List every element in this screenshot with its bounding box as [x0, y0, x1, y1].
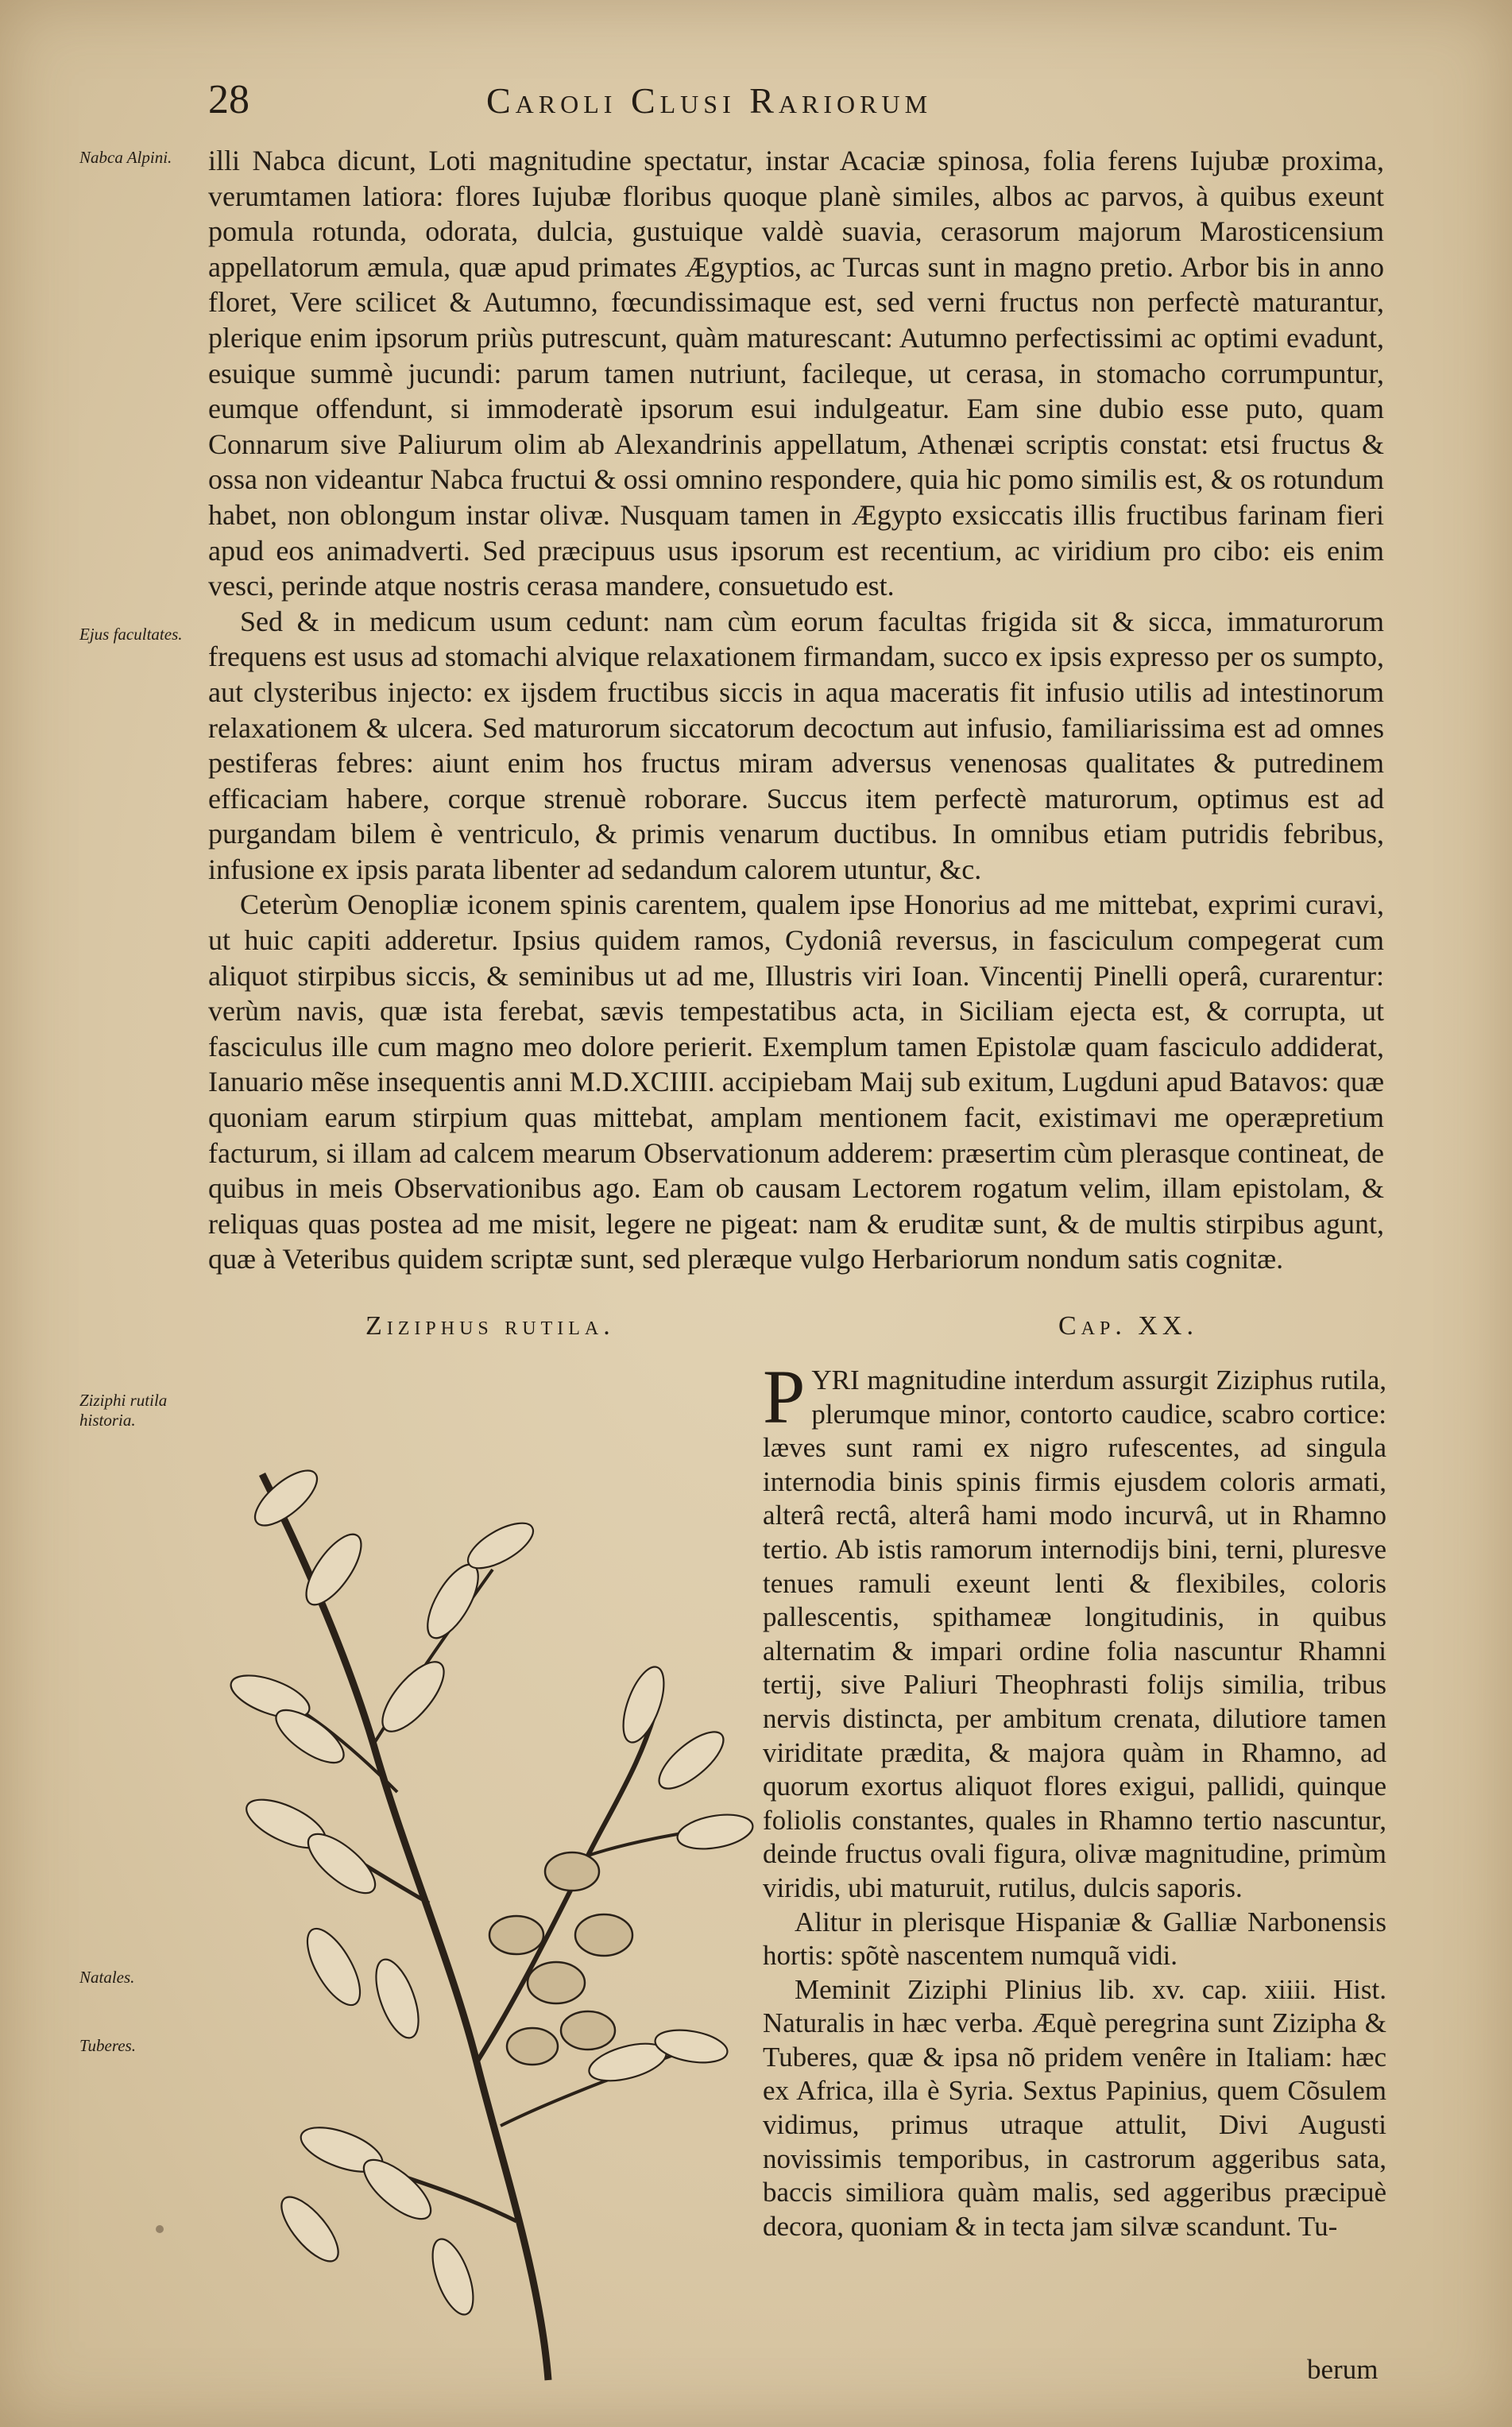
- paragraph-nabca: illi Nabca dicunt, Loti magnitudine spectatur, instar Acaciæ spinosa, folia ferens Iujubæ proxima, verumtamen latiora: flores Iujubæ floribus quoque planè similes, albos ac parvos, à quibus exeunt pomula rotunda, odorata, dulcia, gustuique valdè suavia, cerasorum majorum Marosticensium appellatorum æmula, quæ apud primates Ægyptios, ac Turcas sunt in magno pretio. Arbor bis in anno floret, Vere scilicet & Autumno, fœcundissimaque est, sed verni fructus non perfectè maturantur, plerique enim ipsorum priùs putrescunt, quàm maturescant: Autumno perfectissimi ac optimi evadunt, esuique summè jucundi: parum tamen nutriunt, facileque, ut cerasa, in stomacho corrumpuntur, eumque offendunt, si immoderatè ipsorum esui indulgeatur. Eam sine dubio esse puto, quam Connarum sive Paliurum olim ab Alexandrinis appellatum, Athenæi scriptis constat: etsi fructus & ossa non videantur Nabca fructui & ossi omnino respondere, quia hic pomo similis est, & os rotundum habet, non oblongum instar olivæ. Nusquam tamen in Ægypto exsiccatis illis fructibus farinam fieri apud eos animadverti. Sed præcipuus usus ipsorum est recentium, ac viridium pro cibo: eis enim vesci, perinde atque nostris cerasa mandere, consuetudo est.: [208, 145, 1384, 602]
- chapter-number: Cap. XX.: [1058, 1311, 1198, 1341]
- margin-note-nabca: Nabca Alpini.: [79, 148, 172, 167]
- ziziphus-woodcut-figure: [215, 1363, 763, 2384]
- page-number: 28: [208, 77, 249, 122]
- ink-smudge: [156, 2225, 164, 2233]
- dropcap-letter: P: [763, 1354, 806, 1439]
- margin-note-facultates: Ejus facultates.: [79, 625, 183, 644]
- paragraph-ziziphus: YRI magnitudine interdum assurgit Ziziphus rutila, plerumque minor, contorto caudice, scabro cortice: læves sunt rami ex nigro rufescentes, ad singula internodia binis spinis firmis ejusdem coloris armati, alterâ rectâ, alterâ hami modo incurvâ, ut in Rhamno tertio. Ab istis ramorum internodijs bini, terni, pluresve tenues ramuli exeunt lenti & flexibiles, coloris pallescentis, spithameæ longitudinis, in quibus alternatim & impari ordine folia nascuntur Rhamni tertij, sive Paliuri Theophrasti folijs similia, tribus nervis distincta, per ambitum crenata, dilutiore tamen viriditate prædita, & majora quàm in Rhamno, ad quorum exortus aliquot flores exigui, pallidi, quinque foliolis constantes, quales in Rhamno tertio nascuntur, deinde fructus ovali figura, olivæ magnitudine, primùm viridis, ubi maturuit, rutilus, dulcis saporis.: [763, 1364, 1386, 1903]
- catchword: berum: [1307, 2354, 1379, 2385]
- paragraph-oenopliae: Ceterùm Oenopliæ iconem spinis carentem, qualem ipse Honorius ad me mittebat, exprimi curavi, ut huic capiti adderetur. Ipsius quidem ramos, Cydoniâ reversus, in fasciculum compegerat cum aliquot stirpibus siccis, & seminibus ut ad me, Illustris viri Ioan. Vincentij Pinelli operâ, curarentur: verùm navis, quæ ista ferebat, sævis tempestatibus acta, in Siciliam ejecta est, & corrupta, ut fasciculus ille cum magno meo dolore perierit. Exemplum tamen Epistolæ quam fasciculo addiderat, Ianuario mẽse insequentis anni M.D.XCIIII. accipiebam Maij sub exitum, Lugduni apud Batavos: quæ quoniam earum stirpium quas mittebat, amplam mentionem facit, existimavi me operæpretium facturum, si illam ad calcem mearum Observationum adderem: præsertim cùm plerasque contineat, de quibus in meis Observationibus ago. Eam ob causam Lectorem rogatum velim, illam epistolam, & reliquas quas postea ad me misit, legere ne pigeat: nam & eruditæ sunt, & de multis stirpibus agunt, quæ à Veteribus quidem scriptæ sunt, sed pleræque vulgo Herbariorum nondum satis cognitæ.: [208, 888, 1384, 1275]
- margin-note-historia: Ziziphi rutila historia.: [79, 1391, 168, 1430]
- margin-note-tuberes: Tuberes.: [79, 2036, 136, 2055]
- right-column-text: [763, 1354, 1386, 2243]
- main-text-block: [208, 143, 1384, 1277]
- paragraph-meminit: Meminit Ziziphi Plinius lib. xv. cap. xiiii. Hist. Naturalis in hæc verba. Æquè peregrina sunt Zizipha & Tuberes, quæ & ipsa nõ pridem venêre in Italiam: hæc ex Africa, illa è Syria. Sextus Papinius, quem Cõsulem vidimus, primus utraque attulit, Divi Augusti novissimis temporibus, in castrorum aggeribus sata, baccis similiora quàm malis, sed aggeribus præcipuè decora, quoniam & in tecta jam silvæ scandunt. Tu-: [763, 1973, 1386, 2242]
- running-head: Caroli Clusi Rariorum: [486, 80, 933, 121]
- figure-title: Ziziphus rutila.: [365, 1311, 615, 1341]
- paragraph-alitur: Alitur in plerisque Hispaniæ & Galliæ Narbonensis hortis: spõtè nascentem numquã vidi.: [763, 1906, 1386, 1972]
- ziziphus-branch-icon: [215, 1363, 763, 2384]
- page-header: [208, 76, 1352, 140]
- paragraph-medicum: Sed & in medicum usum cedunt: nam cùm eorum facultas frigida sit & sicca, immaturorum frequens est usus ad stomachi alvique relaxationem firmandam, succo ex ipsis expresso per os sumpto, aut clysteribus injecto: ex ijsdem fructibus siccis in aqua maceratis fit infusio utilis ad intestinorum relaxationem & ulcera. Sed maturorum siccatorum decoctum aut infusio, familiarissima est ad omnes pestiferas febres: aiunt enim hos fructus miram adversus venenosas qualitates & putredinem efficaciam habere, corque strenuè roborare. Succus item perfectè maturorum, optimus est ad purgandam bilem è ventriculo, & primis venarum ductibus. In omnibus etiam putridis febribus, infusione ex ipsis parata libenter ad sedandum calorem utuntur, &c.: [208, 605, 1384, 885]
- margin-note-natales: Natales.: [79, 1968, 135, 1987]
